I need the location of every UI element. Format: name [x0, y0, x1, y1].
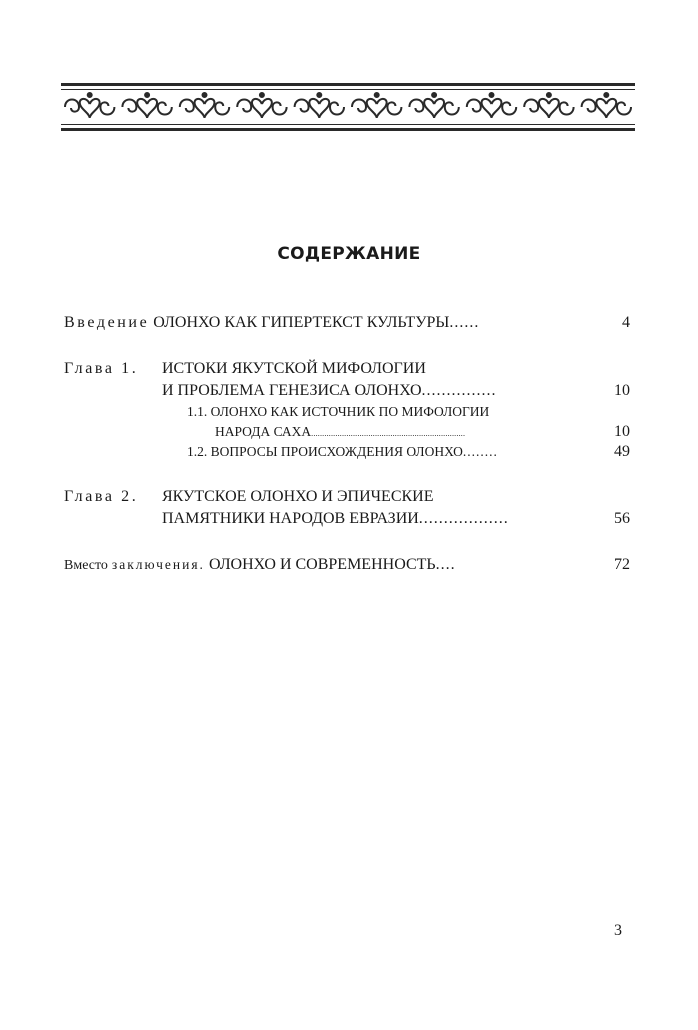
ornament-motif-0-2 — [80, 99, 100, 118]
toc-section-1-2-page: 49 — [614, 443, 630, 460]
toc-conclusion-prefix: Вместо — [64, 558, 108, 573]
toc-section-1-1-number: 1.1. — [187, 404, 208, 419]
ornament-dot-3 — [260, 93, 264, 97]
ornament-motif-9-1 — [617, 102, 631, 114]
ornament-motif-0-1 — [100, 102, 114, 114]
ornament-dot-7 — [490, 93, 494, 97]
ornament-motif-6-2 — [424, 99, 444, 118]
ornament-motif-2-2 — [195, 99, 215, 118]
ornament-motif-6-1 — [445, 102, 459, 114]
folk-ornament-border — [61, 82, 635, 132]
toc-chapter1-page: 10 — [614, 382, 630, 399]
ornament-dot-4 — [317, 93, 321, 97]
toc-chapter1-title-line1: ИСТОКИ ЯКУТСКОЙ МИФОЛОГИИ — [162, 360, 426, 377]
ornament-motif-4-2 — [309, 99, 329, 118]
ornament-motif-8-2 — [539, 99, 559, 118]
ornament-dot-5 — [375, 93, 379, 97]
page-title: СОДЕРЖАНИЕ — [277, 244, 421, 264]
ornament-motif-3-0 — [237, 100, 251, 112]
ornament-motif-9-0 — [582, 100, 596, 112]
ornament-dot-1 — [145, 93, 149, 97]
ornament-motif-5-1 — [387, 102, 401, 114]
ornament-motif-4-0 — [295, 100, 309, 112]
ornament-motif-4-1 — [330, 102, 344, 114]
toc-chapter1-entry — [64, 358, 630, 380]
ornament-motif-7-1 — [502, 102, 516, 114]
toc-chapter1-label: Глава 1. — [64, 360, 139, 377]
ornament-dot-0 — [88, 93, 92, 97]
ornament-motif-5-2 — [367, 99, 387, 118]
ornament-dot-2 — [203, 93, 207, 97]
ornament-motif-1-1 — [158, 102, 172, 114]
toc-section-1-1-leader: ...................................................................... — [311, 429, 466, 438]
toc-chapter1-entry-cont — [64, 380, 630, 402]
ornament-motif-2-1 — [215, 102, 229, 114]
toc-conclusion-page: 72 — [614, 556, 630, 573]
toc-chapter2-label: Глава 2. — [64, 488, 139, 505]
ornament-motif-9-2 — [596, 99, 616, 118]
toc-conclusion-title: ОЛОНХО И СОВРЕМЕННОСТЬ — [208, 556, 436, 573]
toc-conclusion-entry — [64, 554, 630, 576]
ornament-motif-0-0 — [65, 100, 79, 112]
toc-section-1-1-title-line1: ОЛОНХО КАК ИСТОЧНИК ПО МИФОЛОГИИ — [210, 404, 490, 419]
ornament-motif-1-2 — [137, 99, 157, 118]
toc-chapter1-title-line2: И ПРОБЛЕМА ГЕНЕЗИСА ОЛОНХО — [162, 382, 422, 399]
toc-section-1-1 — [64, 402, 630, 422]
ornament-motif-3-1 — [273, 102, 287, 114]
toc-intro-leader: ...... — [449, 314, 480, 331]
toc-intro-entry — [64, 312, 630, 334]
ornament-dot-6 — [432, 93, 436, 97]
toc-section-1-2 — [64, 442, 630, 462]
toc-intro-page: 4 — [622, 314, 630, 331]
page-number: 3 — [614, 922, 622, 939]
ornament-motif-1-0 — [122, 100, 136, 112]
ornament-motif-8-1 — [560, 102, 574, 114]
ornament-motif-5-0 — [352, 100, 366, 112]
toc-chapter2-entry-cont — [64, 508, 630, 530]
ornament-motif-8-0 — [524, 100, 538, 112]
toc-section-1-1-title-line2: НАРОДА САХА — [215, 424, 312, 439]
toc-chapter2-title-line1: ЯКУТСКОЕ ОЛОНХО И ЭПИЧЕСКИЕ — [162, 488, 434, 505]
toc-section-1-2-number: 1.2. — [187, 444, 208, 459]
toc-section-1-1-cont — [64, 422, 630, 442]
ornament-motif-3-2 — [252, 99, 272, 118]
toc-section-1-1-page: 10 — [614, 423, 630, 440]
ornament-motif-7-0 — [467, 100, 481, 112]
ornament-dot-9 — [604, 93, 608, 97]
toc-intro-label: Введение — [64, 314, 150, 331]
toc-chapter2-page: 56 — [614, 510, 630, 527]
toc-section-1-2-leader: ........ — [462, 444, 498, 459]
toc-intro-title: ОЛОНХО КАК ГИПЕРТЕКСТ КУЛЬТУРЫ — [153, 314, 450, 331]
table-of-contents — [64, 312, 630, 576]
toc-chapter2-leader: .................. — [418, 510, 509, 527]
ornament-motif-6-0 — [409, 100, 423, 112]
toc-conclusion-label: заключения. — [111, 557, 205, 572]
ornament-dot-8 — [547, 93, 551, 97]
ornament-motif-2-0 — [180, 100, 194, 112]
toc-chapter1-leader: ............... — [421, 382, 497, 399]
toc-chapter2-entry — [64, 486, 630, 508]
toc-section-1-2-title: ВОПРОСЫ ПРОИСХОЖДЕНИЯ ОЛОНХО — [210, 444, 463, 459]
toc-conclusion-leader: .... — [435, 556, 456, 573]
ornament-motif-7-2 — [482, 99, 502, 118]
toc-chapter2-title-line2: ПАМЯТНИКИ НАРОДОВ ЕВРАЗИИ — [162, 510, 419, 527]
